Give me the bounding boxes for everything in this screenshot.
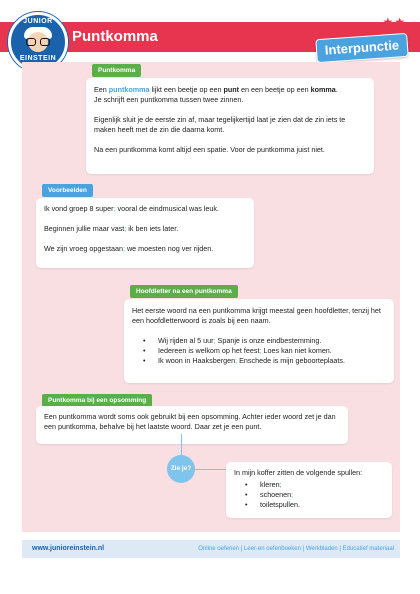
zie-je-bubble: Zie je? bbox=[167, 455, 195, 483]
capital-rule-text: Het eerste woord na een puntkomma krijgt meestal geen hoofdletter, tenzij het een hoofdletterwoord is zoals bij een naam. bbox=[132, 306, 381, 325]
page-title: Puntkomma bbox=[72, 28, 158, 45]
explanation-paragraph-3: Na een puntkomma komt altijd een spatie. Voor de puntkomma juist niet. bbox=[94, 145, 325, 154]
list-item: • Iedereen is welkom op het feest; Loes kan niet komen. bbox=[132, 346, 386, 356]
list-item: • schoenen; bbox=[234, 490, 384, 500]
connector-line bbox=[181, 434, 182, 456]
enumeration-text: Een puntkomma wordt soms ook gebruikt bij een opsomming. Achter ieder woord zet je dan een puntkomma, behalve bij het laatste woord. Daar zet je een punt. bbox=[44, 412, 336, 431]
capital-examples-list bbox=[132, 336, 386, 366]
explanation-card bbox=[86, 78, 374, 174]
explanation-paragraph-2: Eigenlijk sluit je de eerste zin af, maar tegelijkertijd laat je zien dat de zin iets te maken heeft met de zin die daarna komt. bbox=[94, 115, 346, 134]
difficulty-stars-icon: ★★ bbox=[382, 15, 406, 29]
logo-text-top: JUNIOR bbox=[23, 18, 53, 25]
suitcase-list bbox=[234, 480, 384, 510]
header bbox=[0, 0, 420, 64]
logo-glasses-icon bbox=[26, 38, 50, 44]
examples-card bbox=[36, 198, 254, 268]
capital-rule-card bbox=[124, 299, 394, 383]
footer-url-link[interactable]: www.junioreinstein.nl bbox=[32, 545, 105, 552]
list-item: • Ik woon in Haaksbergen; Enschede is mijn geboorteplaats. bbox=[132, 356, 386, 366]
section-tag-puntkomma: Puntkomma bbox=[92, 64, 141, 77]
example-sentence: Beginnen jullie maar vast; ik ben iets later. bbox=[44, 224, 179, 233]
explanation-paragraph-1: Een puntkomma lijkt een beetje op een punt en een beetje op een komma. Je schrijft een puntkomma tussen twee zinnen. bbox=[94, 85, 338, 104]
suitcase-intro: In mijn koffer zitten de volgende spullen: bbox=[234, 468, 363, 477]
section-tag-voorbeelden: Voorbeelden bbox=[42, 184, 93, 197]
logo-text-bottom: EINSTEIN bbox=[19, 55, 57, 62]
enumeration-card bbox=[36, 406, 348, 444]
list-item: • Wij rijden al 5 uur; Spanje is onze eindbestemming. bbox=[132, 336, 386, 346]
example-sentence: Ik vond groep 8 super; vooral de eindmusical was leuk. bbox=[44, 204, 220, 213]
section-tag-opsomming: Puntkomma bij een opsomming bbox=[42, 394, 152, 407]
example-sentence: We zijn vroeg opgestaan; we moesten nog ver rijden. bbox=[44, 244, 214, 253]
section-tag-hoofdletter: Hoofdletter na een puntkomma bbox=[130, 285, 238, 298]
suitcase-example-card bbox=[226, 462, 392, 518]
footer bbox=[22, 540, 400, 558]
footer-links[interactable]: Online oefenen | Leer-en oefenboeken | Werkbladen | Educatief materiaal bbox=[198, 546, 394, 552]
category-badge: Interpunctie bbox=[315, 33, 408, 63]
list-item: • kleren; bbox=[234, 480, 384, 490]
connector-line bbox=[194, 469, 226, 470]
list-item: • toiletspullen. bbox=[234, 500, 384, 510]
